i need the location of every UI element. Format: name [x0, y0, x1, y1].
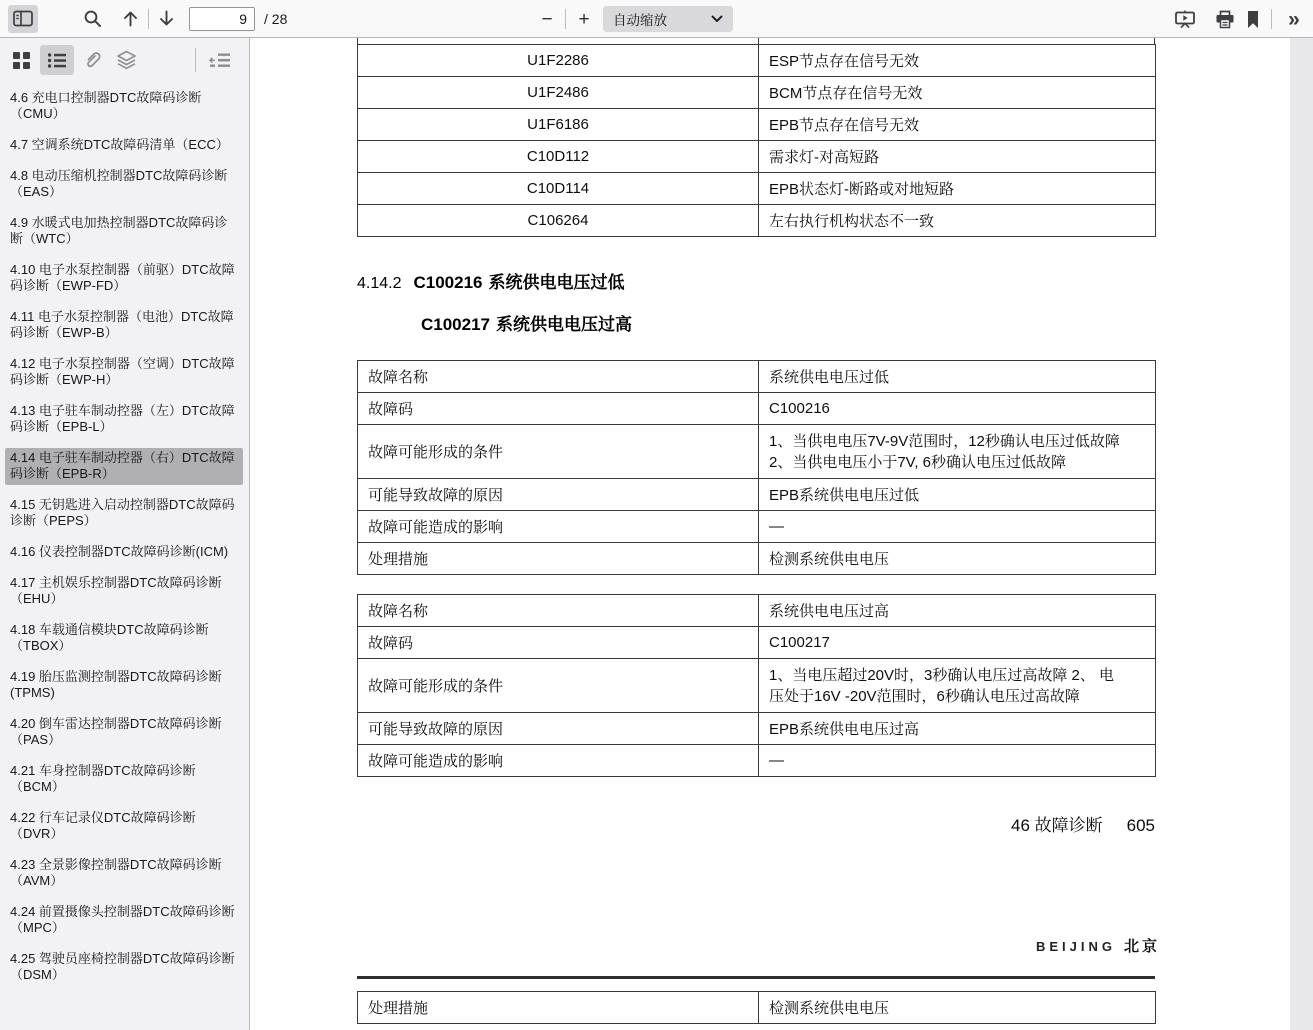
brand-logo	[357, 935, 1160, 956]
condition-line: 压处于16V -20V范围时，6秒确认电压过高故障	[769, 687, 1080, 705]
fault-label-cell: 可能导致故障的原因	[358, 713, 759, 745]
fault-value-cell: EPB系统供电电压过高	[759, 713, 1156, 745]
layers-icon	[116, 50, 137, 70]
outline-item[interactable]: 4.20 倒车雷达控制器DTC故障码诊断（PAS）	[10, 716, 222, 747]
section-heading-line2	[421, 310, 632, 335]
page-count-label: / 28	[264, 10, 288, 27]
zoom-select[interactable]	[603, 6, 733, 32]
page-number-input[interactable]	[189, 7, 255, 31]
layers-button[interactable]	[110, 45, 142, 75]
chapter-footer-text: 46 故障诊断	[1010, 816, 1103, 835]
outline-item[interactable]: 4.23 全景影像控制器DTC故障码诊断（AVM）	[10, 857, 222, 888]
toolbar-separator	[565, 9, 566, 29]
dtc-desc-cell: 需求灯-对高短路	[759, 141, 1156, 173]
dtc-desc-cell: BCM节点存在信号无效	[759, 77, 1156, 109]
dtc-code-cell: C10D112	[358, 141, 759, 173]
outline-item[interactable]: 4.17 主机娱乐控制器DTC故障码诊断（EHU）	[10, 575, 222, 606]
outline-item[interactable]: 4.12 电子水泵控制器（空调）DTC故障码诊断（EWP-H）	[10, 356, 235, 387]
more-tools-button[interactable]	[1280, 5, 1308, 33]
outline-item[interactable]: 4.24 前置摄像头控制器DTC故障码诊断（MPC）	[10, 904, 235, 935]
fault-label-cell: 故障名称	[358, 361, 759, 393]
outline-item-selected[interactable]: 4.14 电子驻车制动控器（右）DTC故障码诊断（EPB-R）	[5, 448, 243, 485]
outline-item[interactable]: 4.22 行车记录仪DTC故障码诊断（DVR）	[10, 810, 196, 841]
sidebar-toolbar	[0, 38, 249, 82]
toolbar-separator	[148, 9, 149, 29]
page-header-rule	[357, 976, 1155, 979]
section-heading-line1	[357, 268, 625, 293]
presentation-mode-button[interactable]	[1171, 5, 1199, 33]
outline-view-button[interactable]	[40, 45, 74, 75]
search-icon	[83, 9, 102, 28]
condition-line: 1、当电压超过20V时，3秒确认电压过高故障 2、 电	[769, 666, 1115, 684]
fault-value-cell: 检测系统供电电压	[759, 992, 1156, 1024]
sidebar-toolbar-separator	[195, 48, 196, 72]
dtc-code-cell: U1F6186	[358, 109, 759, 141]
print-button[interactable]	[1211, 5, 1239, 33]
outline-icon	[47, 52, 67, 69]
fault-value-cell: EPB系统供电电压过低	[759, 479, 1156, 511]
dtc-desc-cell: ESP节点存在信号无效	[759, 45, 1156, 77]
outline-item[interactable]: 4.21 车身控制器DTC故障码诊断（BCM）	[10, 763, 196, 794]
outline-item[interactable]: 4.19 胎压监测控制器DTC故障码诊断(TPMS)	[10, 669, 222, 700]
fault-label-cell: 故障可能形成的条件	[358, 425, 759, 479]
fault-value-cell	[759, 425, 1156, 479]
pdf-toolbar	[0, 0, 1313, 38]
fault-label-cell: 故障码	[358, 627, 759, 659]
next-page-button[interactable]	[153, 5, 179, 33]
fault-value-cell: 系统供电电压过低	[759, 361, 1156, 393]
fault-value-cell: —	[759, 511, 1156, 543]
outline-item[interactable]: 4.16 仪表控制器DTC故障码诊断(ICM)	[10, 544, 229, 559]
fault-value-cell: C100217	[759, 627, 1156, 659]
dtc-desc-cell: EPB节点存在信号无效	[759, 109, 1156, 141]
presentation-mode-icon	[1175, 10, 1195, 29]
fault-title-low: 系统供电电压过低	[488, 273, 625, 292]
dtc-code-cell: U1F2286	[358, 45, 759, 77]
double-chevron-right-icon: »	[1288, 7, 1300, 31]
fault-value-cell: 检测系统供电电压	[759, 543, 1156, 575]
current-outline-item-button[interactable]	[204, 45, 236, 75]
fault-label-cell: 可能导致故障的原因	[358, 479, 759, 511]
chevron-down-icon	[711, 15, 723, 23]
fault-value-cell: —	[759, 745, 1156, 777]
minus-icon: −	[541, 8, 553, 30]
fault-code-high: C100217	[421, 315, 491, 334]
previous-page-button[interactable]	[117, 5, 143, 33]
thumbnails-icon	[12, 51, 31, 70]
attachments-button[interactable]	[78, 45, 108, 75]
fault-table-c100217	[357, 594, 1156, 777]
manual-page-footer	[357, 811, 1155, 836]
fault-label-cell: 处理措施	[358, 992, 759, 1024]
outline-panel	[0, 86, 248, 1030]
outline-item[interactable]: 4.7 空调系统DTC故障码清单（ECC）	[10, 137, 229, 152]
condition-line: 1、当供电电压7V-9V范围时，12秒确认电压过低故障	[769, 432, 1120, 450]
fault-title-high: 系统供电电压过高	[496, 315, 633, 334]
fault-label-cell: 故障名称	[358, 595, 759, 627]
fault-label-cell: 故障可能造成的影响	[358, 511, 759, 543]
dtc-desc-cell: EPB状态灯-断路或对地短路	[759, 173, 1156, 205]
dtc-code-cell: U1F2486	[358, 77, 759, 109]
dtc-code-table	[357, 44, 1156, 237]
bookmark-button[interactable]	[1241, 5, 1265, 33]
outline-item[interactable]: 4.15 无钥匙进入启动控制器DTC故障码诊断（PEPS）	[10, 497, 235, 528]
zoom-in-button[interactable]	[571, 5, 597, 33]
condition-line: 2、当供电电压小于7V, 6秒确认电压过低故障	[769, 453, 1066, 471]
fault-value-cell: C100216	[759, 393, 1156, 425]
bookmark-icon	[1246, 10, 1260, 29]
zoom-out-button[interactable]	[534, 5, 560, 33]
fault-label-cell: 处理措施	[358, 543, 759, 575]
fault-value-cell	[759, 659, 1156, 713]
find-button[interactable]	[78, 5, 106, 33]
dtc-code-cell: C10D114	[358, 173, 759, 205]
sidebar	[0, 38, 250, 1030]
continuation-table	[357, 991, 1156, 1024]
arrow-up-icon	[122, 9, 139, 28]
fault-value-cell: 系统供电电压过高	[759, 595, 1156, 627]
pdf-page	[250, 38, 1290, 1030]
sidebar-toggle-icon	[13, 10, 33, 27]
attachments-icon	[83, 50, 103, 70]
fault-table-c100216	[357, 360, 1156, 575]
current-outline-item-icon	[209, 52, 231, 69]
fault-label-cell: 故障可能造成的影响	[358, 745, 759, 777]
outline-item[interactable]: 4.11 电子水泵控制器（电池）DTC故障码诊断（EWP-B）	[10, 309, 234, 340]
arrow-down-icon	[158, 9, 175, 28]
outline-item[interactable]: 4.10 电子水泵控制器（前驱）DTC故障码诊断（EWP-FD）	[10, 262, 235, 293]
outline-item[interactable]: 4.13 电子驻车制动控器（左）DTC故障码诊断（EPB-L）	[10, 403, 235, 434]
plus-icon: +	[578, 8, 590, 30]
outline-item[interactable]: 4.6 充电口控制器DTC故障码诊断（CMU）	[10, 90, 202, 121]
outline-item[interactable]: 4.8 电动压缩机控制器DTC故障码诊断（EAS）	[10, 168, 228, 199]
toolbar-separator	[1271, 9, 1272, 29]
dtc-desc-cell: 左右执行机构状态不一致	[759, 205, 1156, 237]
manual-page-number: 605	[1126, 816, 1155, 835]
zoom-select-value: 自动缩放	[613, 13, 667, 28]
beijing-logo-text: BEIJING	[1035, 939, 1116, 954]
dtc-code-cell: C106264	[358, 205, 759, 237]
beijing-logo-cn: 北京	[1123, 938, 1160, 955]
fault-label-cell: 故障可能形成的条件	[358, 659, 759, 713]
fault-code-low: C100216	[413, 273, 483, 292]
outline-item[interactable]: 4.25 驾驶员座椅控制器DTC故障码诊断（DSM）	[10, 951, 235, 982]
fault-label-cell: 故障码	[358, 393, 759, 425]
section-number: 4.14.2	[357, 275, 402, 292]
outline-item[interactable]: 4.18 车载通信模块DTC故障码诊断（TBOX）	[10, 622, 209, 653]
print-icon	[1215, 10, 1235, 29]
outline-item[interactable]: 4.9 水暖式电加热控制器DTC故障码诊断（WTC）	[10, 215, 228, 246]
thumbnails-view-button[interactable]	[6, 45, 36, 75]
sidebar-toggle-button[interactable]	[8, 5, 38, 33]
